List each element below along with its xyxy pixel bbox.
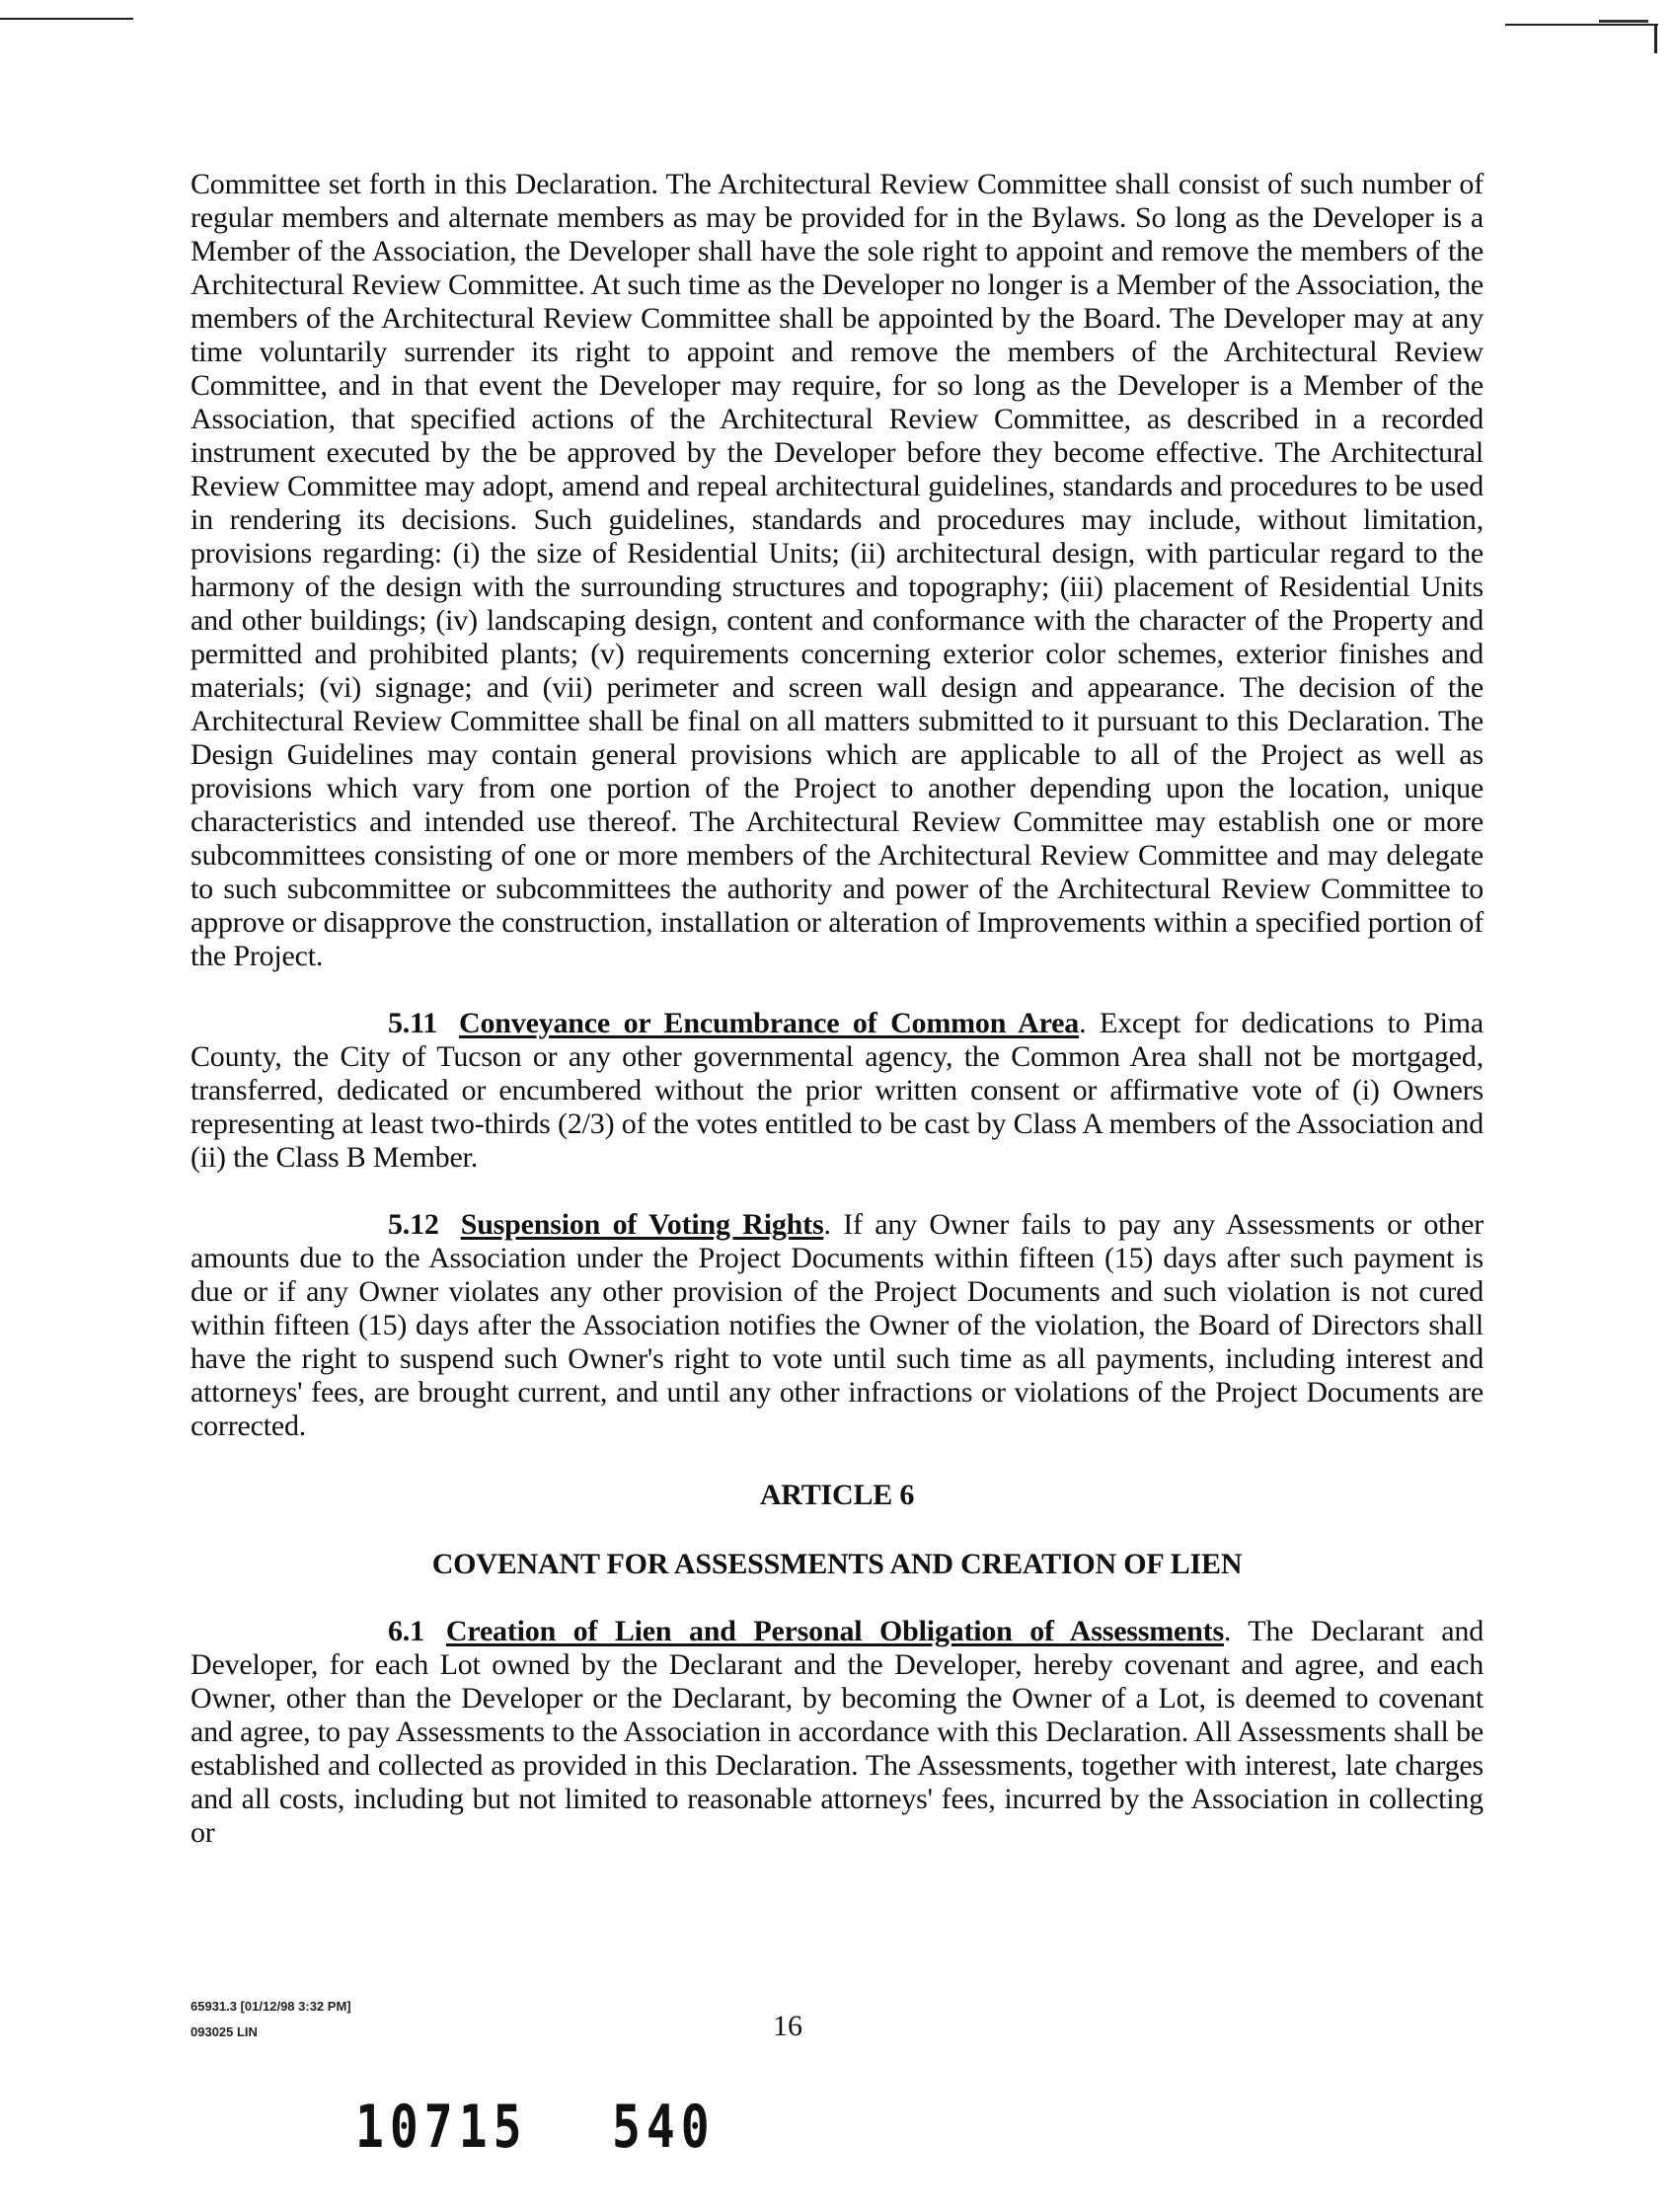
- scan-edge-mark-left: [0, 18, 133, 20]
- section-number: 5.12: [388, 1208, 439, 1241]
- continuation-paragraph: Committee set forth in this Declaration. The Architectural Review Committee shall consist of such number of regular members and alternate members as may be provided for in the Bylaws. So long as the Developer is a Member of the Association, the Developer shall have the sole right to appoint and remove the members of the Architectural Review Committee. At such time as the Developer no longer is a Member of the Association, the members of the Architectural Review Committee shall be appointed by the Board. The Developer may at any time voluntarily surrender its right to appoint and remove the members of the Architectural Review Committee, and in that event the Developer may require, for so long as the Developer is a Member of the Association, that specified actions of the Architectural Review Committee, as described in a recorded instrument executed by the be approved by the Developer before they become effective. The Architectural Review Committee may adopt, amend and repeal architectural guidelines, standards and procedures to be used in rendering its decisions. Such guidelines, standards and procedures may include, without limitation, provisions regarding: (i) the size of Residential Units; (ii) architectural design, with particular regard to the harmony of the design with the surrounding structures and topography; (iii) placement of Residential Units and other buildings; (iv) landscaping design, content and conformance with the character of the Property and permitted and prohibited plants; (v) requirements concerning exterior color schemes, exterior finishes and materials; (vi) signage; and (vii) perimeter and screen wall design and appearance. The decision of the Architectural Review Committee shall be final on all matters submitted to it pursuant to this Declaration. The Design Guidelines may contain general provisions which are applicable to all of the Project as well as provisions which vary from one portion of the Project to another depending upon the location, unique characteristics and intended use thereof. The Architectural Review Committee may establish one or more subcommittees consisting of one or more members of the Architectural Review Committee and may delegate to such subcommittee or subcommittees the authority and power of the Architectural Review Committee to approve or disapprove the construction, installation or alteration of Improvements within a specified portion of the Project.: [190, 168, 1484, 972]
- section-6-1: [190, 1615, 1484, 1850]
- article-heading: ARTICLE 6: [759, 1479, 915, 1511]
- section-title: Creation of Lien and Personal Obligation of Assessments: [445, 1615, 1224, 1647]
- scan-edge-mark-right-tick: [1654, 24, 1657, 53]
- document-page: [190, 168, 1484, 1850]
- section-number: 5.11: [388, 1007, 438, 1039]
- section-body: . The Declarant and Developer, for each Lot owned by the Declarant and the Developer, hereby covenant and agree, and each Owner, other than the Developer or the Declarant, by becoming the Owner of a Lot, is deemed to covenant and agree, to pay Assessments to the Association in accordance with this Declaration. All Assessments shall be established and collected as provided in this Declaration. The Assessments, together with interest, late charges and all costs, including but not limited to reasonable attorneys' fees, incurred by the Association in collecting or: [190, 1615, 1484, 1849]
- section-body: . Except for dedications to Pima County, the City of Tucson or any other governmental agency, the Common Area shall not be mortgaged, transferred, dedicated or encumbered without the prior written consent or affirmative vote of (i) Owners representing at least two-thirds (2/3) of the votes entitled to be cast by Class A members of the Association and (ii) the Class B Member.: [190, 1007, 1484, 1174]
- section-title: Suspension of Voting Rights: [460, 1208, 824, 1241]
- footer-doc-id: 65931.3 [01/12/98 3:32 PM]: [190, 1999, 351, 2014]
- article-subheading: COVENANT FOR ASSESSMENTS AND CREATION OF LIEN: [431, 1548, 1243, 1580]
- footer-document-codes: [190, 1994, 351, 2045]
- recording-stamp-book: 10715: [355, 2093, 528, 2162]
- section-5-11: [190, 1007, 1484, 1175]
- recording-stamp-page: 540: [612, 2093, 716, 2162]
- section-5-12: [190, 1208, 1484, 1443]
- footer-file-code: 093025 LIN: [190, 2024, 258, 2039]
- scan-edge-mark-right-dash: [1599, 20, 1648, 23]
- section-body: . If any Owner fails to pay any Assessments or other amounts due to the Association under the Project Documents within fifteen (15) days after such payment is due or if any Owner violates any other provision of the Project Documents and such violation is not cured within fifteen (15) days after the Association notifies the Owner of the violation, the Board of Directors shall have the right to suspend such Owner's right to vote until such time as all payments, including interest and attorneys' fees, are brought current, and until any other infractions or violations of the Project Documents are corrected.: [190, 1208, 1484, 1442]
- scan-edge-mark-right: [1505, 24, 1658, 26]
- section-title: Conveyance or Encumbrance of Common Area: [459, 1007, 1080, 1039]
- page-number: 16: [773, 2010, 802, 2042]
- section-number: 6.1: [388, 1615, 424, 1647]
